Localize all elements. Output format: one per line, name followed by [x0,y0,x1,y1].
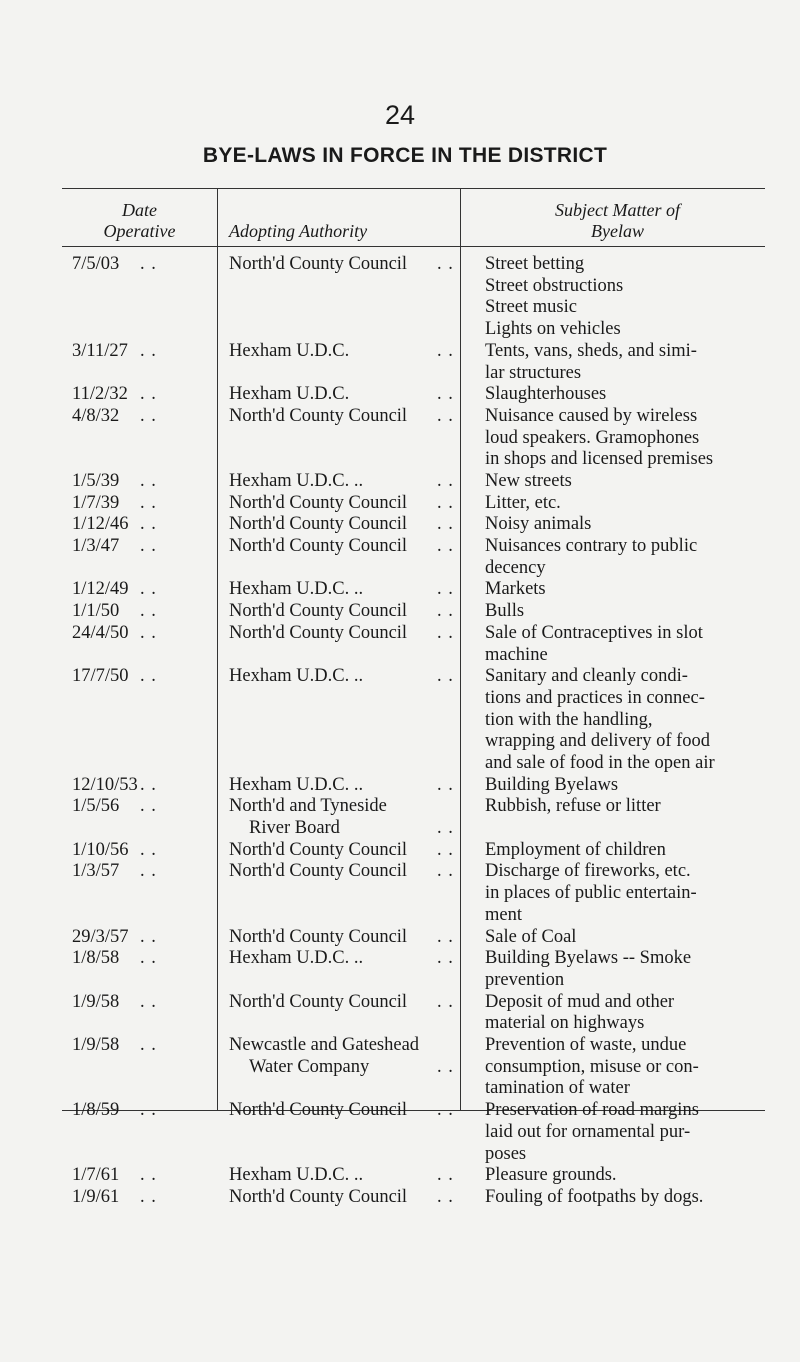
subject-line: consumption, misuse or con- [485,1056,699,1077]
subject-line: Markets [485,579,546,600]
subject-matter [485,927,757,949]
leader-dots: . . [437,470,454,491]
subject-line: Nuisance caused by wireless [485,405,698,426]
table-row [0,471,800,493]
header-date-line1: Date [122,200,157,220]
leader-dots: . . [140,1165,157,1186]
subject-matter [485,514,757,536]
table-row [0,601,800,623]
subject-matter [485,384,757,406]
table-row [0,384,800,406]
subject-matter [485,493,757,515]
table-row [0,927,800,949]
leader-dots: . . [140,622,157,643]
adopting-authority [229,1187,459,1209]
table-row [0,514,800,536]
subject-line: poses [485,1143,527,1164]
leader-dots: . . [437,622,454,643]
authority-line: Hexham U.D.C. .. [229,1165,364,1186]
leader-dots: . . [140,991,157,1012]
date-operative: 1/9/58 [72,1035,120,1056]
leader-dots: . . [140,579,157,600]
leader-dots: . . [140,405,157,426]
authority-line: North'd County Council [229,1186,408,1207]
authority-line: North'd County Council [229,861,408,882]
subject-matter [485,471,757,493]
subject-line: Street obstructions [485,275,624,296]
date-operative: 1/7/61 [72,1165,120,1186]
subject-line: material on highways [485,1013,645,1034]
leader-dots: . . [437,1165,454,1186]
leader-dots: . . [437,818,454,839]
authority-line: North'd County Council [229,492,408,513]
subject-line: laid out for ornamental pur- [485,1121,691,1142]
date-operative: 1/8/58 [72,948,120,969]
subject-line: Building Byelaws [485,774,619,795]
subject-line: decency [485,557,546,578]
subject-line: Employment of children [485,839,666,860]
date-operative: 12/10/53 [72,774,138,795]
subject-line: Street betting [485,254,585,274]
table-row [0,775,800,797]
subject-line: loud speakers. Gramophones [485,427,700,448]
table-row [0,341,800,384]
leader-dots: . . [140,492,157,513]
authority-line: Hexham U.D.C. .. [229,470,364,491]
subject-matter [485,666,757,775]
leader-dots: . . [437,254,454,274]
date-operative: 1/7/39 [72,492,120,513]
leader-dots: . . [140,254,157,274]
subject-matter [485,948,757,991]
subject-line: ment [485,904,522,925]
adopting-authority [229,601,459,623]
date-operative: 1/3/57 [72,861,120,882]
adopting-authority [229,406,459,428]
date-operative: 1/5/39 [72,470,120,491]
subject-line: tion with the handling, [485,709,653,730]
leader-dots: . . [140,470,157,491]
adopting-authority [229,536,459,558]
authority-line: Hexham U.D.C. .. [229,666,364,687]
subject-matter [485,840,757,862]
adopting-authority [229,514,459,536]
leader-dots: . . [140,948,157,969]
authority-line: Newcastle and Gateshead [229,1035,420,1056]
date-operative: 1/12/46 [72,514,129,535]
date-operative: 3/11/27 [72,340,128,361]
subject-line: prevention [485,969,565,990]
subject-line: in places of public entertain- [485,883,697,904]
leader-dots: . . [437,926,454,947]
subject-line: Rubbish, refuse or litter [485,796,661,817]
adopting-authority [229,254,459,276]
authority-line: North'd County Council [229,1100,408,1121]
authority-line: North'd County Council [229,405,408,426]
date-operative: 1/9/58 [72,991,120,1012]
authority-line: North'd County Council [229,601,408,622]
adopting-authority [229,341,459,363]
date-operative: 1/9/61 [72,1186,120,1207]
adopting-authority [229,775,459,797]
adopting-authority [229,840,459,862]
table-row [0,536,800,579]
authority-line: North'd County Council [229,536,408,557]
subject-line: Pleasure grounds. [485,1165,617,1186]
leader-dots: . . [140,384,157,405]
table-row [0,1100,800,1165]
subject-line: Noisy animals [485,514,592,535]
adopting-authority [229,666,459,688]
table-row [0,579,800,601]
adopting-authority [229,861,459,883]
date-operative: 1/5/56 [72,796,120,817]
adopting-authority [229,796,459,839]
table-row [0,254,800,341]
leader-dots: . . [140,1186,157,1207]
leader-dots: . . [437,774,454,795]
table-row [0,406,800,471]
page-number: 24 [384,100,416,130]
table-row [0,992,800,1035]
adopting-authority [229,1165,459,1187]
subject-line: Prevention of waste, undue [485,1035,687,1056]
leader-dots: . . [437,514,454,535]
leader-dots: . . [437,492,454,513]
table-row [0,861,800,926]
subject-matter [485,254,757,341]
authority-line: North'd County Council [229,254,408,274]
authority-line: Water Company [249,1056,370,1077]
subject-line: Deposit of mud and other [485,991,675,1012]
table-row [0,840,800,862]
subject-matter [485,1100,757,1165]
leader-dots: . . [437,948,454,969]
authority-line: North'd County Council [229,839,408,860]
date-operative: 11/2/32 [72,384,128,405]
subject-line: Tents, vans, sheds, and simi- [485,340,697,361]
leader-dots: . . [140,774,157,795]
leader-dots: . . [140,514,157,535]
leader-dots: . . [437,340,454,361]
adopting-authority [229,1100,459,1122]
leader-dots: . . [437,579,454,600]
leader-dots: . . [140,601,157,622]
date-operative: 4/8/32 [72,405,120,426]
subject-matter [485,775,757,797]
subject-matter [485,1187,757,1209]
leader-dots: . . [437,1100,454,1121]
table-row [0,948,800,991]
leader-dots: . . [437,601,454,622]
date-operative: 7/5/03 [72,254,120,274]
header-subject-line2: Byelaw [591,221,644,241]
subject-line: Nuisances contrary to public [485,536,698,557]
adopting-authority [229,927,459,949]
header-authority: Adopting Authority [229,221,368,241]
date-operative: 1/12/49 [72,579,129,600]
leader-dots: . . [140,666,157,687]
subject-matter [485,1165,757,1187]
adopting-authority [229,1035,459,1078]
subject-line: New streets [485,470,572,491]
date-operative: 17/7/50 [72,666,129,687]
authority-line: Hexham U.D.C. .. [229,579,364,600]
date-operative: 1/8/59 [72,1100,120,1121]
date-operative: 1/1/50 [72,601,120,622]
authority-line: Hexham U.D.C. [229,384,350,405]
authority-line: North'd County Council [229,514,408,535]
leader-dots: . . [437,384,454,405]
leader-dots: . . [437,861,454,882]
header-subject [470,200,765,242]
table-header-rule [62,246,765,247]
subject-matter [485,579,757,601]
subject-line: Discharge of fireworks, etc. [485,861,691,882]
table-row [0,1165,800,1187]
table-row [0,666,800,775]
leader-dots: . . [140,340,157,361]
subject-line: machine [485,644,548,665]
authority-line: Hexham U.D.C. [229,340,350,361]
byelaw-table-body [0,254,800,1209]
leader-dots: . . [140,796,157,817]
leader-dots: . . [437,991,454,1012]
leader-dots: . . [437,1186,454,1207]
adopting-authority [229,948,459,970]
subject-line: Fouling of footpaths by dogs. [485,1186,704,1207]
subject-matter [485,623,757,666]
subject-line: Building Byelaws -- Smoke [485,948,692,969]
subject-matter [485,341,757,384]
subject-line: Bulls [485,601,525,622]
leader-dots: . . [437,666,454,687]
leader-dots: . . [140,861,157,882]
table-row [0,796,800,839]
date-operative: 24/4/50 [72,622,129,643]
table-top-rule [62,188,765,189]
subject-line: lar structures [485,362,582,383]
subject-line: tions and practices in connec- [485,687,705,708]
adopting-authority [229,384,459,406]
leader-dots: . . [140,1035,157,1056]
subject-line: tamination of water [485,1078,630,1099]
subject-line: Preservation of road margins [485,1100,699,1121]
adopting-authority [229,579,459,601]
subject-matter [485,601,757,623]
subject-line: Sanitary and cleanly condi- [485,666,688,687]
authority-line: River Board [249,818,340,839]
leader-dots: . . [140,1100,157,1121]
subject-line: Sale of Coal [485,926,577,947]
date-operative: 1/3/47 [72,536,120,557]
authority-line: Hexham U.D.C. .. [229,774,364,795]
subject-matter [485,536,757,579]
subject-line: Litter, etc. [485,492,561,513]
table-row [0,493,800,515]
subject-line: Street music [485,297,577,318]
table-row [0,623,800,666]
subject-line: wrapping and delivery of food [485,731,711,752]
authority-line: North'd and Tyneside [229,796,387,817]
leader-dots: . . [437,405,454,426]
subject-line: and sale of food in the open air [485,753,715,773]
subject-matter [485,796,757,818]
adopting-authority [229,471,459,493]
authority-line: North'd County Council [229,926,408,947]
page-title: BYE-LAWS IN FORCE IN THE DISTRICT [202,144,608,167]
header-subject-line1: Subject Matter of [555,200,680,220]
adopting-authority [229,493,459,515]
leader-dots: . . [437,536,454,557]
subject-matter [485,1035,757,1100]
table-row [0,1187,800,1209]
date-operative: 29/3/57 [72,926,129,947]
subject-line: in shops and licensed premises [485,449,714,470]
subject-matter [485,861,757,926]
leader-dots: . . [437,1056,454,1077]
subject-line: Slaughterhouses [485,384,607,405]
authority-line: North'd County Council [229,991,408,1012]
header-date [62,200,217,242]
subject-line: Lights on vehicles [485,319,621,340]
leader-dots: . . [140,536,157,557]
subject-matter [485,406,757,471]
subject-line: Sale of Contraceptives in slot [485,622,703,643]
date-operative: 1/10/56 [72,839,129,860]
authority-line: North'd County Council [229,622,408,643]
leader-dots: . . [140,839,157,860]
adopting-authority [229,992,459,1014]
leader-dots: . . [140,926,157,947]
subject-matter [485,992,757,1035]
authority-line: Hexham U.D.C. .. [229,948,364,969]
adopting-authority [229,623,459,645]
leader-dots: . . [437,839,454,860]
header-date-line2: Operative [103,221,176,241]
table-row [0,1035,800,1100]
